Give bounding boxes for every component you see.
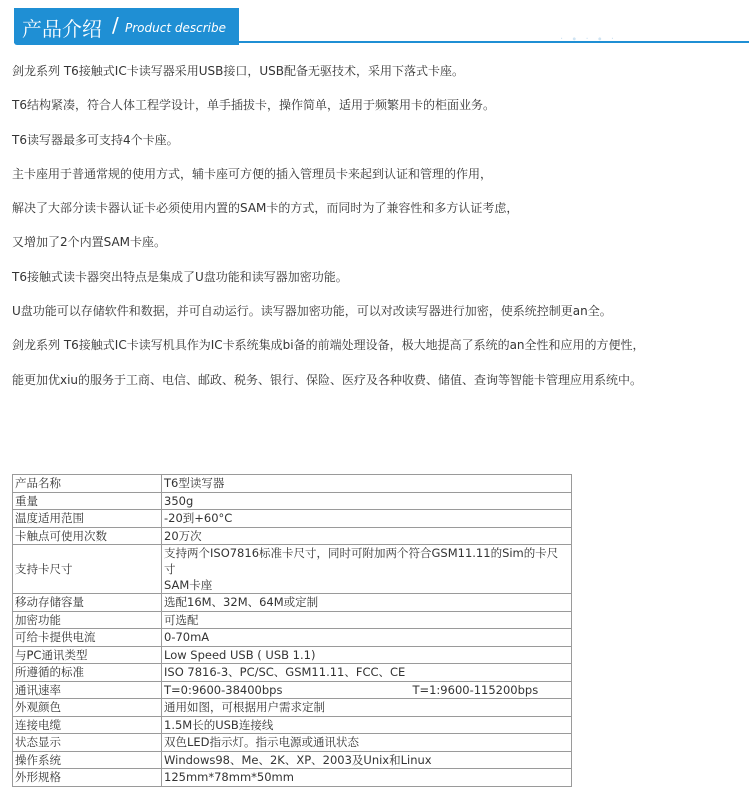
spec-name: 卡触点可使用次数 [13,527,162,545]
spec-name: 所遵循的标准 [13,664,162,682]
spec-name: 外观颜色 [13,699,162,717]
desc-line: T6接触式读卡器突出特点是集成了U盘功能和读写器加密功能。 [12,269,348,284]
spec-value-line: 支持两个ISO7816标准卡尺寸，同时可附加两个符合GSM11.11的Sim的卡尺寸 [164,546,559,576]
spec-row [13,699,572,717]
spec-name: 支持卡尺寸 [13,545,162,594]
spec-value-line: SAM卡座 [164,578,213,592]
spec-row [13,492,572,510]
desc-line: T6读写器最多可支持4个卡座。 [12,132,179,147]
spec-name: 外形规格 [13,769,162,787]
spec-name: 与PC通讯类型 [13,646,162,664]
spec-row [13,734,572,752]
header-decoration-dots: ·∙·∙· [560,34,623,45]
desc-line: 剑龙系列 T6接触式IC卡读写机具作为IC卡系统集成bi备的前端处理设备，极大地提高了系统的an全性和应用的方便性， [12,338,645,353]
spec-name: 操作系统 [13,751,162,769]
product-description [12,62,732,405]
spec-name: 产品名称 [13,475,162,493]
rate-t0: T=0:9600-38400bps [164,682,283,697]
spec-value: Windows98、Me、2K、XP、2003及Unix和Linux [162,751,572,769]
spec-row [13,769,572,787]
spec-value: 1.5M长的USB连接线 [162,716,572,734]
desc-line: 主卡座用于普通常规的使用方式，辅卡座可方便的插入管理员卡来起到认证和管理的作用， [12,166,493,181]
spec-table [12,474,572,787]
desc-line: 剑龙系列 T6接触式IC卡读写器采用USB接口，USB配备无驱技术，采用下落式卡座。 [12,64,464,78]
desc-line: 能更加优xiu的服务于工商、电信、邮政、税务、银行、保险、医疗及各种收费、储值、查询等智能卡管理应用系统中。 [12,372,643,387]
desc-line: 又增加了2个内置SAM卡座。 [12,235,167,250]
spec-name: 连接电缆 [13,716,162,734]
desc-line: U盘功能可以存储软件和数据，并可自动运行。读写器加密功能，可以对改读写器进行加密，使系统控制更an全。 [12,304,612,319]
spec-value: -20到+60°C [162,510,572,528]
spec-value: 0-70mA [162,629,572,647]
spec-row [13,646,572,664]
spec-name: 温度适用范围 [13,510,162,528]
spec-row [13,545,572,594]
spec-value [162,681,572,699]
spec-name: 可给卡提供电流 [13,629,162,647]
desc-line: 解决了大部分读卡器认证卡必须使用内置的SAM卡的方式，而同时为了兼容性和多方认证考虑， [12,201,519,216]
spec-value: 通用如图，可根据用户需求定制 [162,699,572,717]
spec-value: 20万次 [162,527,572,545]
spec-row [13,594,572,612]
spec-row [13,611,572,629]
spec-value: 双色LED指示灯。指示电源或通讯状态 [162,734,572,752]
section-header [14,8,239,45]
spec-row [13,475,572,493]
spec-row [13,527,572,545]
rate-t1: T=1:9600-115200bps [412,682,539,697]
section-title-zh: 产品介绍 [22,17,102,41]
spec-name: 加密功能 [13,611,162,629]
spec-name: 状态显示 [13,734,162,752]
title-separator: / [112,13,119,37]
spec-value: 125mm*78mm*50mm [162,769,572,787]
spec-name: 移动存储容量 [13,594,162,612]
spec-value: Low Speed USB ( USB 1.1) [162,646,572,664]
spec-name: 重量 [13,492,162,510]
spec-row [13,751,572,769]
spec-value: 可选配 [162,611,572,629]
spec-row [13,681,572,699]
spec-value: 350g [162,492,572,510]
spec-value [162,545,572,594]
desc-line: T6结构紧凑，符合人体工程学设计，单手插拔卡，操作简单，适用于频繁用卡的柜面业务。 [12,98,495,113]
spec-value: 选配16M、32M、64M或定制 [162,594,572,612]
spec-value: ISO 7816-3、PC/SC、GSM11.11、FCC、CE [162,664,572,682]
section-title-en: Product describe [125,21,226,35]
spec-name: 通讯速率 [13,681,162,699]
spec-row [13,664,572,682]
spec-row [13,716,572,734]
spec-value: T6型读写器 [162,475,572,493]
header-underline [14,41,749,43]
spec-row [13,629,572,647]
spec-row [13,510,572,528]
